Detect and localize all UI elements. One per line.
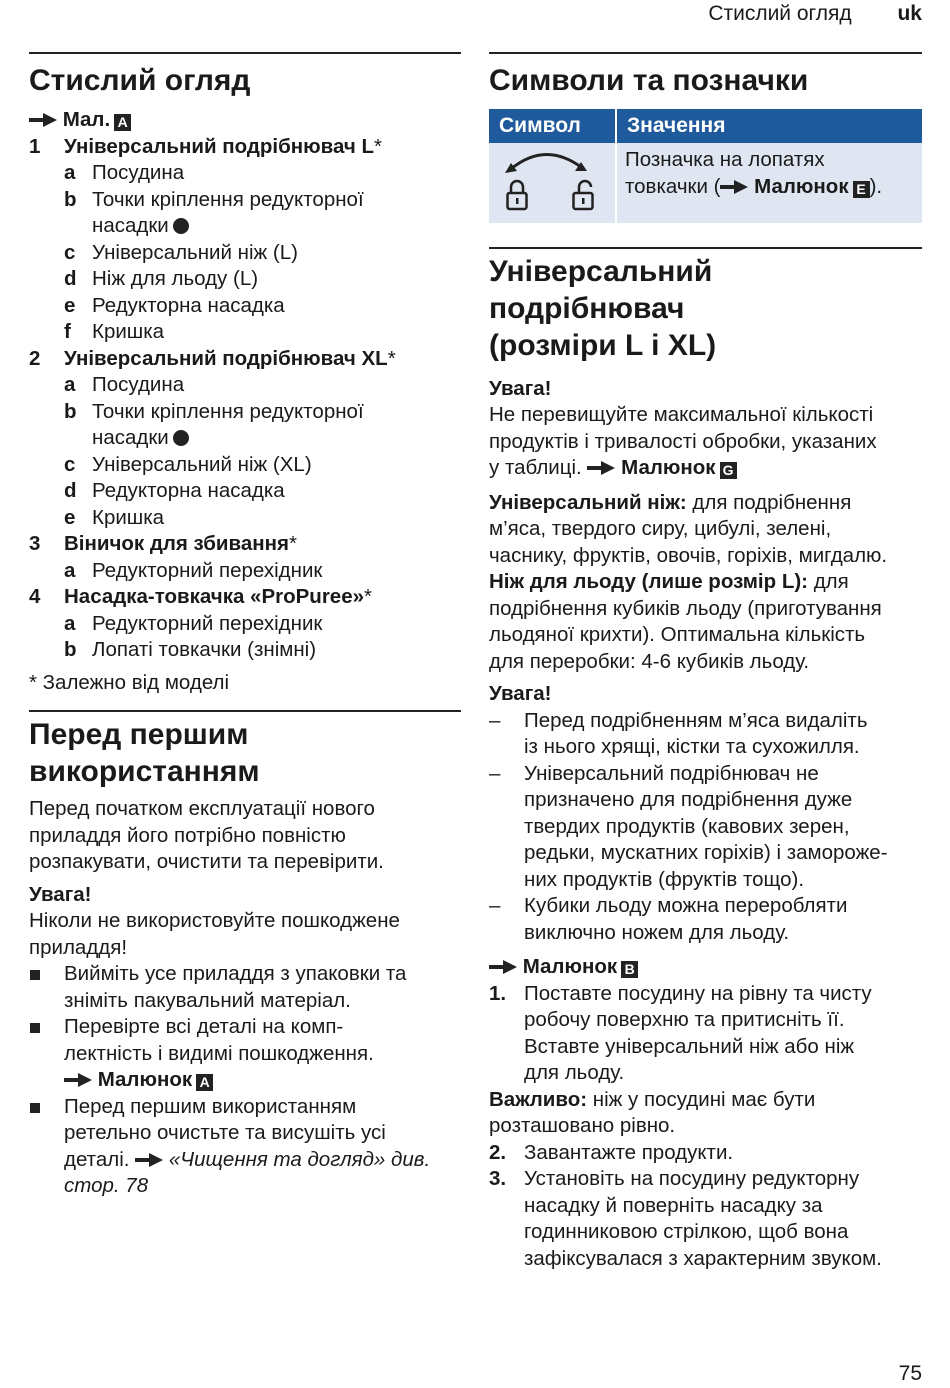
first-use-title: Перед першим використанням: [29, 718, 260, 788]
text-line: часнику, фруктів, овочів, горіхів, мигдалю.: [489, 543, 888, 567]
text-line: Кубики льоду можна переробляти: [524, 894, 848, 917]
list-item: c Універсальний ніж (XL): [64, 452, 312, 476]
step-item: 1. Поставте посудину на рівну та чисту робочу поверхню та притисніть її. Вставте універсальний ніж або ніж для льоду.: [489, 981, 922, 1087]
text-line: подрібнення кубиків льоду (приготування: [489, 596, 882, 620]
text-line: для льоду.: [524, 1061, 625, 1084]
chopper-caution-text: Не перевищуйте максимальної кількості продуктів і тривалості обробки, указаних у таблиці. Малюнок G: [489, 402, 922, 482]
text-line: Установіть на посудину редукторну: [524, 1167, 860, 1190]
chopper-caution: Увага!: [489, 376, 552, 400]
arrow-right-icon: [29, 113, 57, 127]
chopper-fig-ref: Малюнок B: [489, 954, 922, 981]
step-item: 3. Установіть на посудину редукторну насадку й поверніть насадку за годинниковою стрілкою, щоб вона зафіксувалася з характерним звуком.: [489, 1166, 922, 1272]
list-item: c Універсальний ніж (L): [64, 240, 298, 264]
list-item: Перед першим використанням ретельно очистьте та висушіть усі деталі. «Чищення та догляд» див. стор. 78: [29, 1094, 461, 1200]
text-line: Не перевищуйте максимальної кількості: [489, 403, 874, 426]
list-item: [29, 961, 461, 1014]
chopper-title: Універсальний подрібнювач (розміри L і XL): [489, 254, 717, 362]
text-line: твердих продуктів (кавових зерен,: [524, 814, 850, 838]
col-symbol: Символ: [489, 109, 616, 143]
text-line: м’яса, твердого сиру, цибулі, зелені,: [489, 517, 832, 540]
text-line: призначено для подрібнення дуже: [524, 788, 853, 811]
figure-letter-box: A: [114, 114, 131, 131]
list-item: e Кришка: [64, 505, 165, 529]
page-header: [708, 2, 922, 26]
text-line: приладдя!: [29, 935, 128, 959]
unlock-icon: [574, 181, 593, 209]
overview-title: Стислий огляд: [29, 64, 251, 97]
arrow-right-icon: [587, 461, 615, 475]
lock-unlock-symbol: [497, 147, 597, 215]
arrow-right-icon: [64, 1073, 92, 1087]
list-item: b Точки кріплення редукторної насадки: [64, 399, 364, 449]
figure-letter-box: A: [196, 1074, 213, 1091]
overview-group: 3 Віничок для збивання *: [29, 532, 297, 555]
col-meaning: Значення: [616, 109, 922, 143]
list-item: b Точки кріплення редукторної насадки: [64, 187, 364, 237]
overview-fig-ref: Мал. A: [29, 107, 461, 134]
text-line: для переробки: 4-6 кубиків льоду.: [489, 649, 810, 673]
text-line: робочу поверхню та притисніть її.: [524, 1008, 845, 1031]
list-item: – Кубики льоду можна переробляти виключно ножем для льоду.: [489, 893, 922, 946]
text-line: із нього хрящі, кістки та сухожилля.: [524, 735, 860, 758]
filled-circle-icon: [173, 430, 189, 446]
overview-list: [29, 134, 461, 664]
header-lang: uk: [897, 2, 922, 25]
text-line: Перед початком експлуатації нового: [29, 797, 375, 820]
text-line: Ніколи не використовуйте пошкоджене: [29, 909, 400, 932]
arrow-right-icon: [489, 960, 517, 974]
text-line: редьки, мускатних горіхів) і замороже-: [524, 841, 888, 864]
text-line: Універсальний подрібнювач не: [524, 761, 819, 785]
text-line: годинниковою стрілкою, щоб вона: [524, 1220, 849, 1243]
footnote: * Залежно від моделі: [29, 670, 230, 694]
list-item: d Редукторна насадка: [64, 479, 285, 502]
text-line: приладдя його потрібно повністю: [29, 823, 346, 847]
text-line: зафіксувалася з характерним звуком.: [524, 1246, 882, 1270]
text-line: продуктів і тривалості обробки, указаних: [489, 429, 877, 453]
text-line: розпакувати, очистити та перевірити.: [29, 850, 384, 873]
arrow-right-icon: [720, 180, 748, 194]
arrow-right-icon: [135, 1153, 163, 1167]
text-line: лектність і видимі пошкодження.: [64, 1041, 374, 1065]
page-number: 75: [898, 1362, 922, 1385]
text-line: Поставте посудину на рівну та чисту: [524, 981, 872, 1005]
overview-group: 1 Універсальний подрібнювач L *: [29, 134, 383, 158]
text-line: них продуктів (фруктів тощо).: [524, 867, 805, 891]
symbol-meaning: Позначка на лопатях товкачки ( Малюнок E ).: [616, 143, 922, 223]
first-use-caution: Увага!: [29, 882, 92, 906]
text-line: льодяної крихти). Оптимальна кількість: [489, 623, 866, 646]
overview-group: 2 Універсальний подрібнювач XL *: [29, 346, 396, 370]
text-line: Перед подрібненням м’яса видаліть: [524, 708, 868, 732]
list-item: d Ніж для льоду (L): [64, 267, 259, 290]
list-item: a Редукторний перехідник: [64, 558, 323, 582]
list-item: – Універсальний подрібнювач не призначено для подрібнення дуже твердих продуктів (кавових зерен, редьки, мускатних горіхів) і замороже- них продуктів (фруктів тощо).: [489, 761, 922, 894]
text-line: Вставте універсальний ніж або ніж: [524, 1034, 855, 1058]
text-line: насадку й поверніть насадку за: [524, 1193, 823, 1217]
list-item: a Посудина: [64, 373, 185, 396]
left-column: [29, 52, 461, 1200]
figure-letter-box: G: [720, 462, 737, 479]
symbols-title: Символи та позначки: [489, 64, 809, 97]
text-line: ретельно очистьте та висушіть усі: [64, 1121, 386, 1144]
lock-icon: [508, 181, 527, 209]
important-note: Важливо: ніж у посудині має бути розташовано рівно.: [489, 1087, 816, 1137]
list-item: e Редукторна насадка: [64, 293, 285, 317]
list-item: a Посудина: [64, 161, 185, 184]
text-line: Перевірте всі деталі на комп-: [64, 1015, 344, 1038]
filled-circle-icon: [173, 218, 189, 234]
right-column: [489, 52, 922, 1272]
symbols-table: [489, 109, 922, 223]
chopper-caution2: Увага!: [489, 682, 552, 705]
text-line: Вийміть усе приладдя з упаковки та: [64, 962, 407, 985]
overview-group: 4 Насадка-товкачка «ProPuree» *: [29, 585, 372, 608]
text-line: Перед першим використанням: [64, 1094, 357, 1118]
list-item: – Перед подрібненням м’яса видаліть із нього хрящі, кістки та сухожилля.: [489, 708, 922, 761]
figure-letter-box: E: [853, 181, 870, 198]
list-item: b Лопаті товкачки (знімні): [64, 638, 317, 661]
figure-letter-box: B: [621, 961, 638, 978]
step-item: 2. Завантажте продукти.: [489, 1140, 734, 1164]
first-use-caution-text: [29, 908, 461, 961]
text-line: зніміть пакувальний матеріал.: [64, 988, 351, 1012]
text-line: виключно ножем для льоду.: [524, 920, 790, 944]
first-use-intro: [29, 796, 461, 876]
knife-description: Універсальний ніж: для подрібнення м’яса, твердого сиру, цибулі, зелені, часнику, фруктів, овочів, горіхів, мигдалю. Ніж для льоду (лише розмір L): для подрібнення кубиків льоду (приготування льодяної крихти). Оптимальна кількість для переробки: 4-6 кубиків льоду.: [489, 490, 922, 676]
header-section: Стислий огляд: [708, 2, 852, 25]
list-item: f Кришка: [64, 320, 165, 343]
list-item: a Редукторний перехідник: [64, 611, 323, 635]
list-item: Перевірте всі деталі на комп- лектність і видимі пошкодження. Малюнок A: [29, 1014, 461, 1094]
